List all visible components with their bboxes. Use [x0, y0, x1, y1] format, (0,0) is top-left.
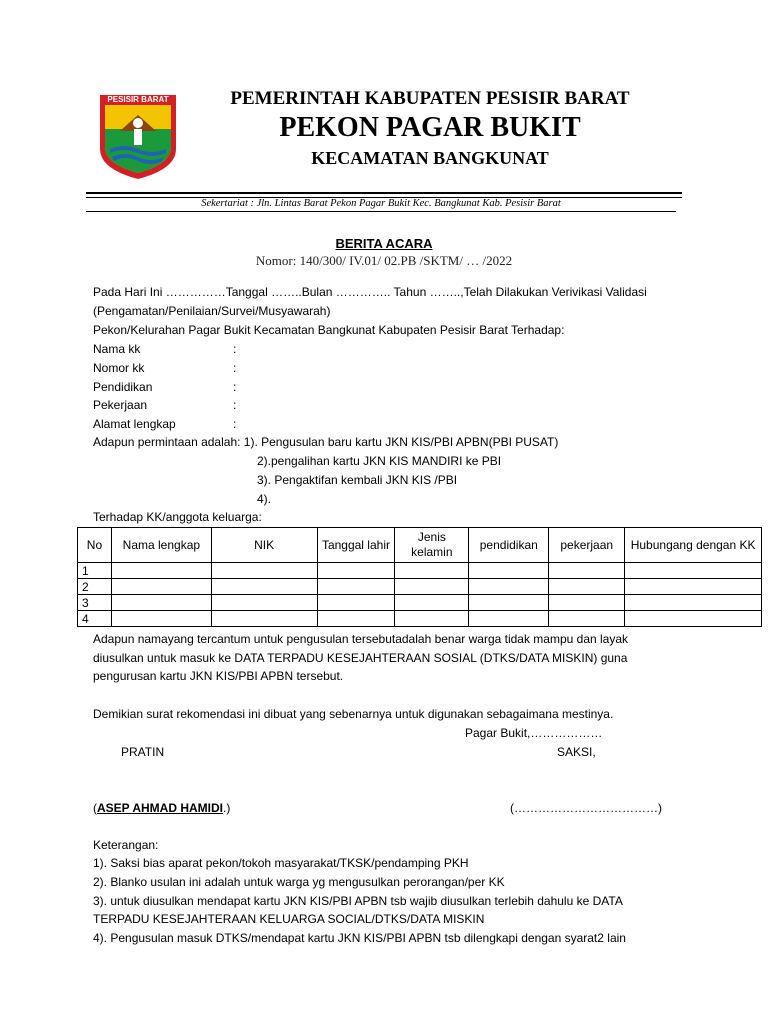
body-paragraph-1-line-3: pengurusan kartu JKN KIS/PBI APBN tersebut. [93, 669, 344, 683]
col-header-tanggal-lahir: Tanggal lahir [317, 528, 395, 563]
col-header-pekerjaan: pekerjaan [549, 528, 625, 563]
keterangan-line: 3). untuk diusulkan mendapat kartu JKN KIS/PBI APBN tsb wajib diusulkan terlebih dahulu ke DATA [93, 894, 623, 908]
header-village-name: PEKON PAGAR BUKIT [279, 112, 581, 143]
table-cell [549, 563, 625, 579]
field-separator: : [233, 398, 237, 412]
signature-right-role: SAKSI, [557, 745, 596, 759]
table-cell [395, 611, 469, 627]
table-row [78, 611, 762, 627]
document-title: BERITA ACARA [335, 236, 433, 251]
field-label: Nomor kk [93, 361, 145, 375]
keterangan-line: TERPADU KESEJAHTERAAN KELUARGA SOCIAL/DTKS/DATA MISKIN [93, 912, 485, 926]
table-cell [625, 595, 762, 611]
signature-left-name [93, 800, 230, 816]
header-rule-thick [86, 192, 682, 194]
keterangan-line: 1). Saksi bias aparat pekon/tokoh masyarakat/TKSK/pendamping PKH [93, 856, 469, 870]
header-government-line: PEMERINTAH KABUPATEN PESISIR BARAT [230, 88, 630, 109]
family-members-table [77, 527, 762, 627]
pesisir-barat-emblem [96, 89, 180, 181]
field-separator: : [233, 417, 237, 431]
intro-line-2: (Pengamatan/Penilaian/Survei/Musyawarah) [93, 304, 331, 318]
table-cell [469, 579, 549, 595]
table-cell [317, 563, 395, 579]
field-nomor-kk [93, 360, 236, 376]
signature-left-role: PRATIN [121, 745, 165, 759]
field-label: Alamat lengkap [93, 417, 176, 431]
document-number: Nomor: 140/300/ IV.01/ 02.PB /SKTM/ … /2022 [255, 253, 513, 268]
table-cell [625, 579, 762, 595]
table-cell [395, 595, 469, 611]
table-cell [211, 595, 317, 611]
row-number: 2 [78, 579, 112, 595]
permintaan-item: 4). [257, 492, 272, 506]
table-cell [549, 579, 625, 595]
col-header-jenis-kelamin: Jenis kelamin [395, 528, 469, 563]
table-cell [549, 611, 625, 627]
name-paren-open: ( [93, 801, 97, 815]
field-separator: : [233, 361, 237, 375]
row-number: 1 [78, 563, 112, 579]
permintaan-item: 3). Pengaktifan kembali JKN KIS /PBI [257, 473, 458, 487]
body-paragraph-1-line-2: diusulkan untuk masuk ke DATA TERPADU KESEJAHTERAAN SOSIAL (DTKS/DATA MISKIN) guna [93, 651, 628, 665]
table-cell [111, 563, 211, 579]
col-header-nama: Nama lengkap [111, 528, 211, 563]
table-caption: Terhadap KK/anggota keluarga: [93, 510, 262, 524]
permintaan-line-1 [93, 434, 558, 450]
row-number: 3 [78, 595, 112, 611]
table-cell [317, 595, 395, 611]
address-rule [86, 211, 676, 212]
col-header-hubungan: Hubungang dengan KK [625, 528, 762, 563]
keterangan-line: 4). Pengusulan masuk DTKS/mendapat kartu JKN KIS/PBI APBN tsb dilengkapi dengan syarat2 lain [93, 931, 626, 945]
signatory-name: ASEP AHMAD HAMIDI [97, 801, 224, 815]
table-cell [111, 611, 211, 627]
emblem-logo-text: PESISIR BARAT [107, 95, 169, 104]
field-pekerjaan [93, 397, 236, 413]
table-row [78, 579, 762, 595]
table-cell [625, 611, 762, 627]
field-separator: : [233, 342, 237, 356]
header-address: Sekertariat : Jln. Lintas Barat Pekon Pagar Bukit Kec. Bangkunat Kab. Pesisir Barat [201, 198, 561, 209]
table-cell [395, 579, 469, 595]
table-cell [625, 563, 762, 579]
intro-line-3: Pekon/Kelurahan Pagar Bukit Kecamatan Bangkunat Kabupaten Pesisir Barat Terhadap: [93, 323, 565, 337]
field-label: Pekerjaan [93, 398, 148, 412]
table-cell [111, 595, 211, 611]
body-paragraph-1-line-1: Adapun namayang tercantum untuk pengusulan tersebutadalah benar warga tidak mampu dan layak [93, 632, 629, 646]
field-separator: : [233, 380, 237, 394]
permintaan-item: 2).pengalihan kartu JKN KIS MANDIRI ke PBI [257, 454, 502, 468]
row-number: 4 [78, 611, 112, 627]
signature-right-name: (………………………………) [510, 801, 662, 815]
table-cell [469, 563, 549, 579]
keterangan-title: Keterangan: [93, 838, 159, 852]
table-cell [317, 611, 395, 627]
col-header-pendidikan: pendidikan [469, 528, 549, 563]
field-label: Nama kk [93, 342, 141, 356]
table-cell [111, 579, 211, 595]
table-cell [469, 611, 549, 627]
name-paren-close: .) [223, 801, 231, 815]
field-pendidikan [93, 379, 236, 395]
table-cell [549, 595, 625, 611]
col-header-nik: NIK [211, 528, 317, 563]
intro-line-1: Pada Hari Ini ……………Tanggal ……..Bulan ………….. Tahun ……..,Telah Dilakukan Verivikasi Validasi [93, 285, 647, 299]
signature-place-date: Pagar Bukit,……………… [465, 726, 603, 740]
table-cell [317, 579, 395, 595]
permintaan-item: 1). Pengusulan baru kartu JKN KIS/PBI APBN(PBI PUSAT) [243, 435, 559, 449]
col-header-no: No [78, 528, 112, 563]
field-label: Pendidikan [93, 380, 153, 394]
permintaan-prefix: Adapun permintaan adalah: [93, 435, 244, 449]
table-cell [395, 563, 469, 579]
table-row [78, 563, 762, 579]
table-cell [211, 611, 317, 627]
table-cell [211, 579, 317, 595]
table-header-row [78, 528, 762, 563]
field-alamat [93, 416, 236, 432]
table-cell [211, 563, 317, 579]
table-row [78, 595, 762, 611]
body-paragraph-2: Demikian surat rekomendasi ini dibuat yang sebenarnya untuk digunakan sebagaimana mestinya. [93, 707, 614, 721]
table-cell [469, 595, 549, 611]
header-district-line: KECAMATAN BANGKUNAT [311, 148, 549, 168]
field-nama-kk [93, 341, 236, 357]
keterangan-line: 2). Blanko usulan ini adalah untuk warga yg mengusulkan perorangan/per KK [93, 875, 505, 889]
